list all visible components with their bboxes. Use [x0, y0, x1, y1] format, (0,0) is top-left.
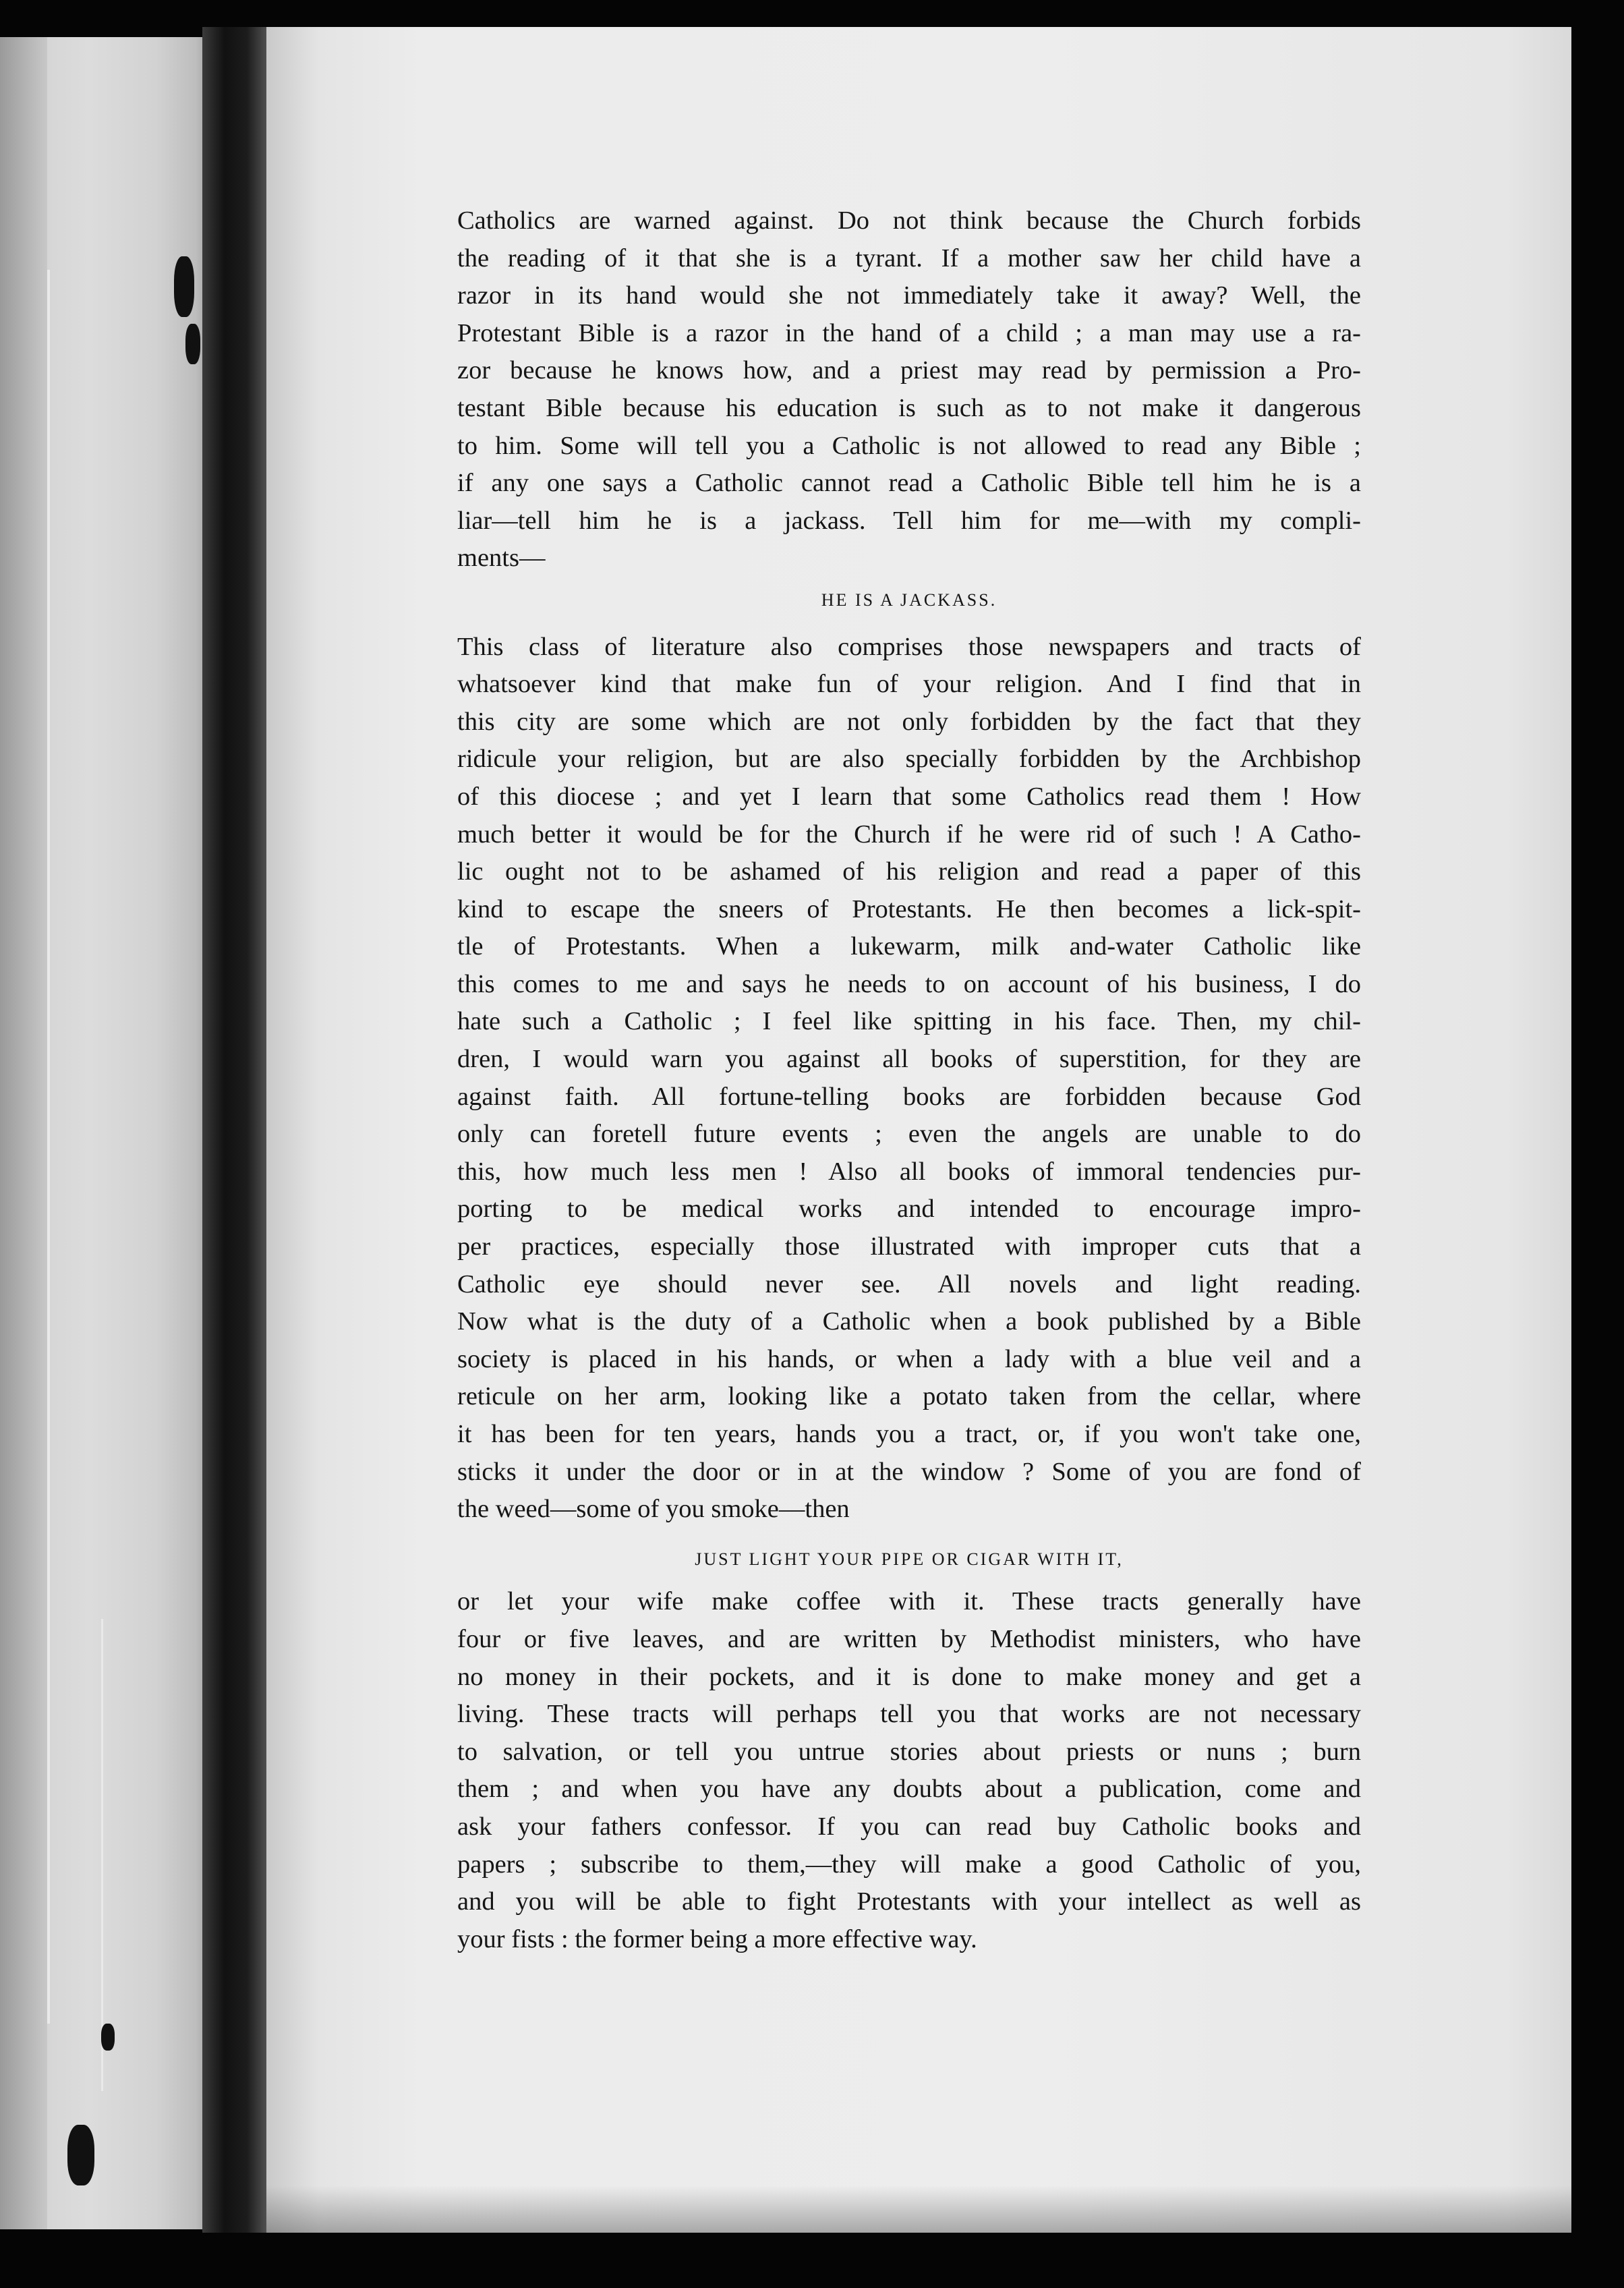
page-shadow — [266, 2185, 1571, 2233]
text-line: this city are some which are not only forbidden by the fact that they — [457, 707, 1361, 736]
paragraph-2 — [457, 629, 1361, 1528]
text-line: four or five leaves, and are written by Methodist ministers, who have — [457, 1624, 1361, 1653]
text-line: dren, I would warn you against all books of superstition, for they are — [457, 1045, 1361, 1074]
text-line: per practices, especially those illustrated with improper cuts that a — [457, 1232, 1361, 1261]
text-line: of this diocese ; and yet I learn that some Catholics read them ! How — [457, 782, 1361, 811]
page-text — [457, 202, 1361, 1958]
text-line: this, how much less men ! Also all books of immoral tendencies pur- — [457, 1157, 1361, 1186]
text-line: ments— — [457, 544, 546, 573]
text-line: much better it would be for the Church if he were rid of such ! A Catho- — [457, 820, 1361, 849]
binding-stain — [67, 2125, 94, 2185]
text-line: society is placed in his hands, or when a lady with a blue veil and a — [457, 1344, 1361, 1373]
text-line: whatsoever kind that make fun of your religion. And I find that in — [457, 670, 1361, 699]
book-gutter — [202, 27, 277, 2233]
binding-stain — [185, 324, 200, 364]
section-heading: HE IS A JACKASS. — [821, 590, 997, 610]
text-line: ask your fathers confessor. If you can read buy Catholic books and — [457, 1812, 1361, 1841]
page-tear-line — [47, 270, 50, 2024]
text-line: porting to be medical works and intended to encourage impro- — [457, 1195, 1361, 1224]
text-line: testant Bible because his education is such as to not make it dangerous — [457, 393, 1361, 422]
text-line: the reading of it that she is a tyrant. If a mother saw her child have a — [457, 244, 1361, 273]
text-line: kind to escape the sneers of Protestants. He then becomes a lick-spit- — [457, 894, 1361, 923]
section-heading: JUST LIGHT YOUR PIPE OR CIGAR WITH IT, — [695, 1549, 1124, 1569]
text-line: liar—tell him he is a jackass. Tell him for me—with my compli- — [457, 506, 1361, 535]
text-line: Catholics are warned against. Do not think because the Church forbids — [457, 206, 1361, 235]
text-line: Now what is the duty of a Catholic when a book published by a Bible — [457, 1307, 1361, 1336]
paragraph-1 — [457, 202, 1361, 577]
text-line: if any one says a Catholic cannot read a Catholic Bible tell him he is a — [457, 469, 1361, 498]
text-line: papers ; subscribe to them,—they will make a good Catholic of you, — [457, 1850, 1361, 1879]
text-line: ridicule your religion, but are also specially forbidden by the Archbishop — [457, 745, 1361, 774]
text-line: living. These tracts will perhaps tell you that works are not necessary — [457, 1700, 1361, 1729]
text-line: them ; and when you have any doubts about a publication, come and — [457, 1775, 1361, 1804]
page-tear-line — [101, 1619, 103, 2091]
text-line: or let your wife make coffee with it. These tracts generally have — [457, 1587, 1361, 1616]
text-line: hate such a Catholic ; I feel like spitting in his face. Then, my chil- — [457, 1007, 1361, 1036]
text-line: razor in its hand would she not immediately take it away? Well, the — [457, 281, 1361, 310]
text-line: tle of Protestants. When a lukewarm, milk and-water Catholic like — [457, 932, 1361, 961]
text-line: only can foretell future events ; even the angels are unable to do — [457, 1120, 1361, 1149]
text-line: against faith. All fortune-telling books are forbidden because God — [457, 1082, 1361, 1111]
text-line: lic ought not to be ashamed of his religion and read a paper of this — [457, 857, 1361, 886]
page-edge — [0, 37, 47, 2229]
text-line: it has been for ten years, hands you a tract, or, if you won't take one, — [457, 1420, 1361, 1448]
text-line: to salvation, or tell you untrue stories about priests or nuns ; burn — [457, 1737, 1361, 1766]
text-line: reticule on her arm, looking like a potato taken from the cellar, where — [457, 1382, 1361, 1411]
text-line: the weed—some of you smoke—then — [457, 1495, 850, 1524]
text-line: this comes to me and says he needs to on account of his business, I do — [457, 969, 1361, 998]
text-line: to him. Some will tell you a Catholic is not allowed to read any Bible ; — [457, 431, 1361, 460]
binding-stain — [174, 256, 194, 317]
text-line: Catholic eye should never see. All novels and light reading. — [457, 1269, 1361, 1298]
text-line: This class of literature also comprises those newspapers and tracts of — [457, 632, 1361, 661]
binding-stain — [101, 2024, 115, 2051]
text-line: sticks it under the door or in at the window ? Some of you are fond of — [457, 1457, 1361, 1486]
text-line: no money in their pockets, and it is done to make money and get a — [457, 1662, 1361, 1691]
paragraph-3 — [457, 1583, 1361, 1958]
text-line: Protestant Bible is a razor in the hand of a child ; a man may use a ra- — [457, 318, 1361, 347]
text-line: your fists : the former being a more effective way. — [457, 1924, 977, 1953]
text-line: and you will be able to fight Protestants with your intellect as well as — [457, 1887, 1361, 1916]
text-line: zor because he knows how, and a priest may read by permission a Pro- — [457, 356, 1361, 385]
